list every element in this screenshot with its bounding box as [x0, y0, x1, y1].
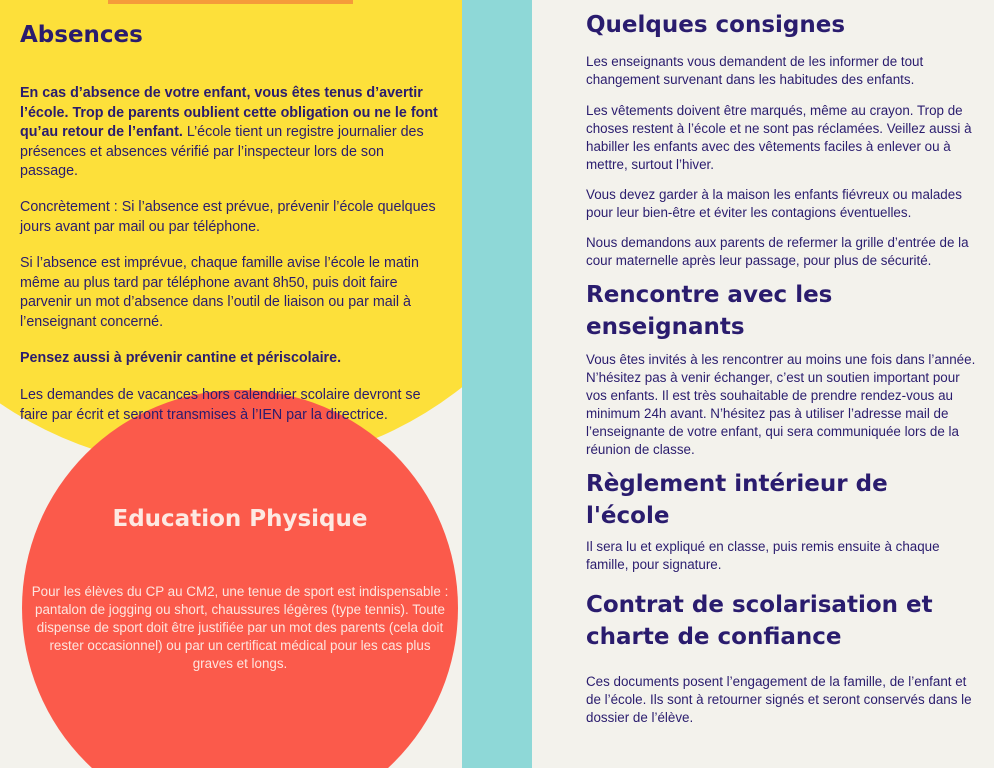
absences-paragraph-unplanned: Si l’absence est imprévue, chaque famille avise l’école le matin même au plus tard par téléphone avant 8h50, puis doit faire parvenir un mot d’absence dans l’outil de liaison ou par mail à l’enseignant concerné.	[20, 255, 419, 330]
reglement-text: Il sera lu et expliqué en classe, puis remis ensuite à chaque famille, pour signature.	[586, 539, 940, 572]
orange-accent-bar	[108, 0, 353, 4]
consignes-paragraph-2: Les vêtements doivent être marqués, même au crayon. Trop de choses restent à l’école et ne sont pas réclamées. Veillez aussi à habiller les enfants avec des vêtements faciles à enlever ou à mettre, surtout l’hiver.	[586, 103, 972, 172]
education-physique-text: Pour les élèves du CP au CM2, une tenue de sport est indispensable : pantalon de jogging ou short, chaussures légères (type tennis). Toute dispense de sport doit être justifiée par un mot des parents (cela doit rester occasionnel) ou par un certificat médical pour les cas plus graves et longs.	[31, 584, 449, 672]
contrat-title	[586, 589, 986, 653]
teal-divider-stripe	[462, 0, 532, 768]
contrat-title-line-2: charte de confiance	[586, 624, 842, 650]
absences-intro	[20, 84, 440, 182]
rencontre-text: Vous êtes invités à les rencontrer au moins une fois dans l’année. N’hésitez pas à venir échanger, c’est un soutien important pour vos enfants. Il est très souhaitable de prendre rendez-vous au minimum 24h avant. N’hésitez pas à utiliser l’adresse mail de l’enseignante de votre enfant, qui sera communiquée lors de la réunion de classe.	[586, 352, 976, 457]
absences-paragraph-vacances: Les demandes de vacances hors calendrier scolaire devront se faire par écrit et seront transmises à l’IEN par la directrice.	[20, 387, 421, 423]
absences-intro-bold: En cas d’absence de votre enfant, vous êtes tenus d’avertir l’école. Trop de parents oublient cette obligation ou ne le font qu’au retour de l’enfant.	[20, 85, 438, 141]
reglement-title-line-1: Règlement intérieur de	[586, 471, 888, 497]
rencontre-title	[586, 279, 986, 343]
consignes-paragraph-3: Vous devez garder à la maison les enfants fiévreux ou malades pour leur bien-être et éviter les contagions éventuelles.	[586, 187, 962, 220]
rencontre-title-line-1: Rencontre avec les	[586, 282, 833, 308]
consignes-paragraph-1: Les enseignants vous demandent de les informer de tout changement survenant dans les habitudes des enfants.	[586, 54, 924, 87]
rencontre-title-line-2: enseignants	[586, 314, 745, 340]
absences-paragraph-cantine: Pensez aussi à prévenir cantine et périscolaire.	[20, 350, 342, 367]
contrat-text: Ces documents posent l’engagement de la famille, de l’enfant et de l’école. Ils sont à retourner signés et seront conservés dans le dossier de l’élève.	[586, 674, 972, 725]
reglement-title	[586, 468, 986, 532]
consignes-title: Quelques consignes	[586, 12, 846, 38]
absences-intro-rest: L’école tient un registre journalier des présences et absences vérifié par l’inspecteur lors de son passage.	[20, 124, 424, 180]
absences-title: Absences	[20, 22, 143, 48]
absences-paragraph-planned: Concrètement : Si l’absence est prévue, prévenir l’école quelques jours avant par mail ou par téléphone.	[20, 199, 436, 235]
education-physique-title: Education Physique	[112, 506, 368, 533]
reglement-title-line-2: l'école	[586, 503, 670, 529]
contrat-title-line-1: Contrat de scolarisation et	[586, 592, 933, 618]
consignes-paragraph-4: Nous demandons aux parents de refermer la grille d’entrée de la cour maternelle après leur passage, pour plus de sécurité.	[586, 235, 969, 268]
